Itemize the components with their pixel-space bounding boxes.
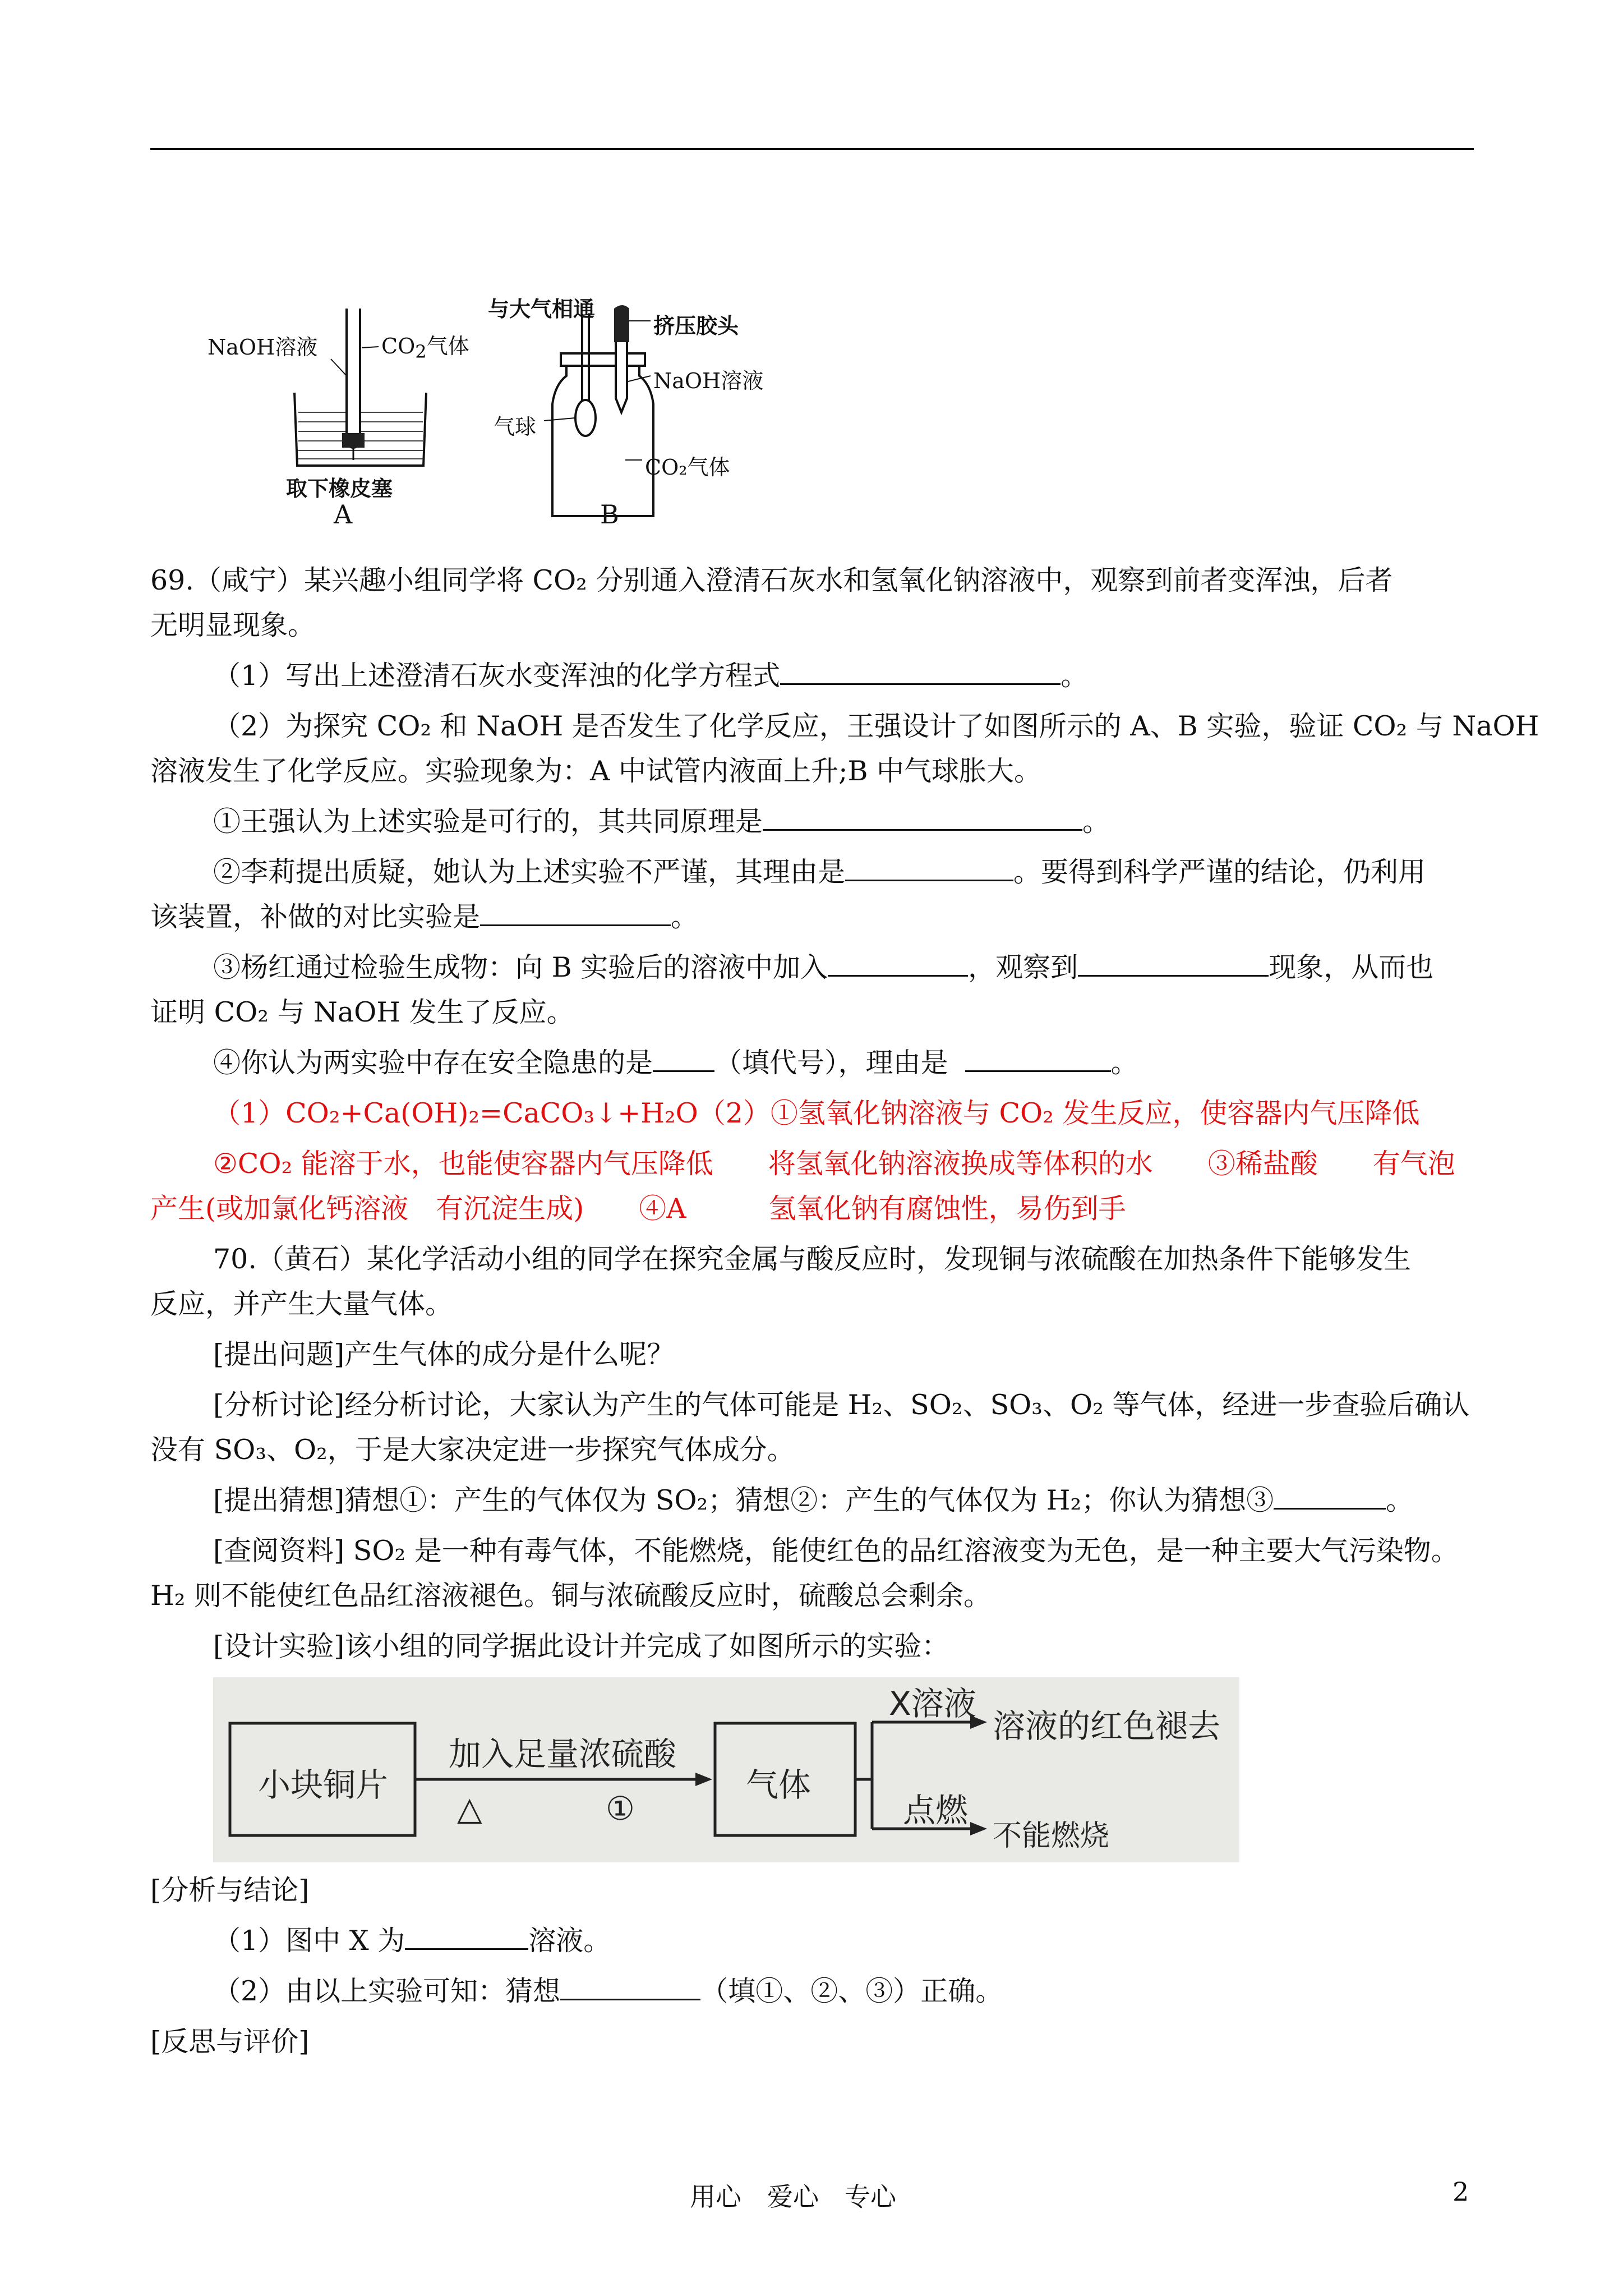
flow-heat: △ [457, 1789, 482, 1828]
answer-blank[interactable] [780, 654, 1061, 685]
footer-slogan: 用心 爱心 专心 [690, 2182, 896, 2212]
flow-ignite: 点燃 [903, 1791, 969, 1829]
q70-line-1: 70.（黄石）某化学活动小组的同学在探究金属与酸反应时，发现铜与浓硫酸在加热条件下能够发生 [213, 1243, 1411, 1275]
q69-part-2-line-2: 溶液发生了化学反应。实验现象为：A 中试管内液面上升;B 中气球胀大。 [150, 755, 1042, 787]
answer-blank[interactable] [480, 895, 671, 926]
figure-ab [208, 292, 768, 539]
b-squeeze-label: 挤压胶头 [653, 313, 739, 338]
flow-diagram [213, 1677, 1239, 1862]
q70-reflect: [反思与评价] [150, 2026, 310, 2058]
b-atmos-label: 与大气相通 [488, 296, 595, 321]
q70-reference-2: H₂ 则不能使红色品红溶液褪色。铜与浓硫酸反应时，硫酸总会剩余。 [150, 1580, 991, 1612]
a-stopper-label: 取下橡皮塞 [286, 476, 393, 501]
answer-blank[interactable] [560, 1970, 700, 2000]
q69-line-2: 无明显现象。 [150, 609, 316, 641]
flow-add-acid: 加入足量浓硫酸 [449, 1735, 677, 1773]
page-number: 2 [1453, 2177, 1469, 2207]
flow-fade: 溶液的红色褪去 [993, 1707, 1221, 1745]
flow-x-solution: X溶液 [889, 1685, 976, 1723]
answer-blank[interactable] [1274, 1479, 1386, 1510]
answer-blank[interactable] [405, 1919, 528, 1950]
answer-blank[interactable] [845, 850, 1013, 881]
answer69-line-1: （1）CO₂+Ca(OH)₂=CaCO₃↓+H₂O（2）①氢氧化钠溶液与 CO₂ 发生反应，使容器内气压降低 [213, 1097, 1420, 1129]
answer-blank[interactable] [653, 1041, 714, 1072]
answer-blank[interactable] [828, 946, 968, 977]
q69-sub-3: ③杨红通过检验生成物：向 B 实验后的溶液中加入 ，观察到 现象，从而也 [213, 945, 1474, 990]
answer69-line-2: ②CO₂ 能溶于水，也能使容器内气压降低 将氢氧化钠溶液换成等体积的水 ③稀盐酸 有气泡 [213, 1148, 1455, 1180]
q69-line-1: 69.（咸宁）某兴趣小组同学将 CO₂ 分别通入澄清石灰水和氢氧化钠溶液中，观察到前者变浑浊，后者 [150, 564, 1393, 596]
answer69-line-3: 产生(或加氯化钙溶液 有沉淀生成) ④A 氢氧化钠有腐蚀性，易伤到手 [150, 1193, 1126, 1225]
q70-line-2: 反应，并产生大量气体。 [150, 1288, 453, 1320]
q70-design: [设计实验]该小组的同学据此设计并完成了如图所示的实验： [213, 1630, 949, 1662]
q70-guess: [提出猜想]猜想①：产生的气体仅为 SO₂；猜想②：产生的气体仅为 H₂；你认为猜想③ 。 [213, 1478, 1474, 1523]
answer-blank[interactable] [763, 800, 1082, 831]
q69-sub-4: ④你认为两实验中存在安全隐患的是 （填代号），理由是 。 [213, 1041, 1474, 1085]
a-naoh-label: NaOH溶液 [208, 335, 318, 360]
q69-part-2-line-1: （2）为探究 CO₂ 和 NaOH 是否发生了化学反应，王强设计了如图所示的 A、B 实验，验证 CO₂ 与 NaOH [213, 710, 1539, 742]
q69-sub-2: ②李莉提出质疑，她认为上述实验不严谨，其理由是 。要得到科学严谨的结论，仍利用 [213, 850, 1474, 895]
q70-analysis-2: （2）由以上实验可知：猜想 （填①、②、③）正确。 [213, 1969, 1474, 2014]
flow-step: ① [606, 1789, 635, 1828]
q69-sub-3-line-2: 证明 CO₂ 与 NaOH 发生了反应。 [150, 996, 574, 1028]
q70-question: [提出问题]产生气体的成分是什么呢？ [213, 1338, 675, 1370]
q70-analysis-1: （1）图中 X 为 溶液。 [213, 1918, 1474, 1963]
header-rule [150, 148, 1474, 150]
flow-copper: 小块铜片 [258, 1766, 389, 1804]
a-letter: A [334, 499, 353, 530]
q69-sub-2-line-2: 该装置，补做的对比实验是 。 [150, 895, 1474, 940]
flow-gas: 气体 [746, 1766, 811, 1804]
a-co2-label: $CO_2$气体 [381, 334, 469, 362]
q70-reference-1: [查阅资料] SO₂ 是一种有毒气体，不能燃烧，能使红色的品红溶液变为无色，是一种主要大气污染物。 [213, 1535, 1459, 1567]
q70-analysis: [分析与结论] [150, 1874, 310, 1906]
answer-blank[interactable] [965, 1041, 1111, 1072]
q70-discussion-2: 没有 SO₃、O₂，于是大家决定进一步探究气体成分。 [150, 1434, 795, 1466]
b-naoh-label: NaOH溶液 [653, 369, 764, 393]
q69-sub-1: ①王强认为上述实验是可行的，其共同原理是 。 [213, 799, 1474, 844]
q69-part-1: （1）写出上述澄清石灰水变浑浊的化学方程式 。 [213, 654, 1474, 698]
q70-discussion-1: [分析讨论]经分析讨论，大家认为产生的气体可能是 H₂、SO₂、SO₃、O₂ 等气体，经进一步查验后确认 [213, 1389, 1470, 1421]
answer-blank[interactable] [1078, 946, 1269, 977]
b-letter: B [600, 499, 619, 530]
b-co2-label: CO₂气体 [645, 455, 730, 480]
flow-noburn: 不能燃烧 [993, 1819, 1110, 1853]
b-balloon-label: 气球 [494, 415, 537, 439]
